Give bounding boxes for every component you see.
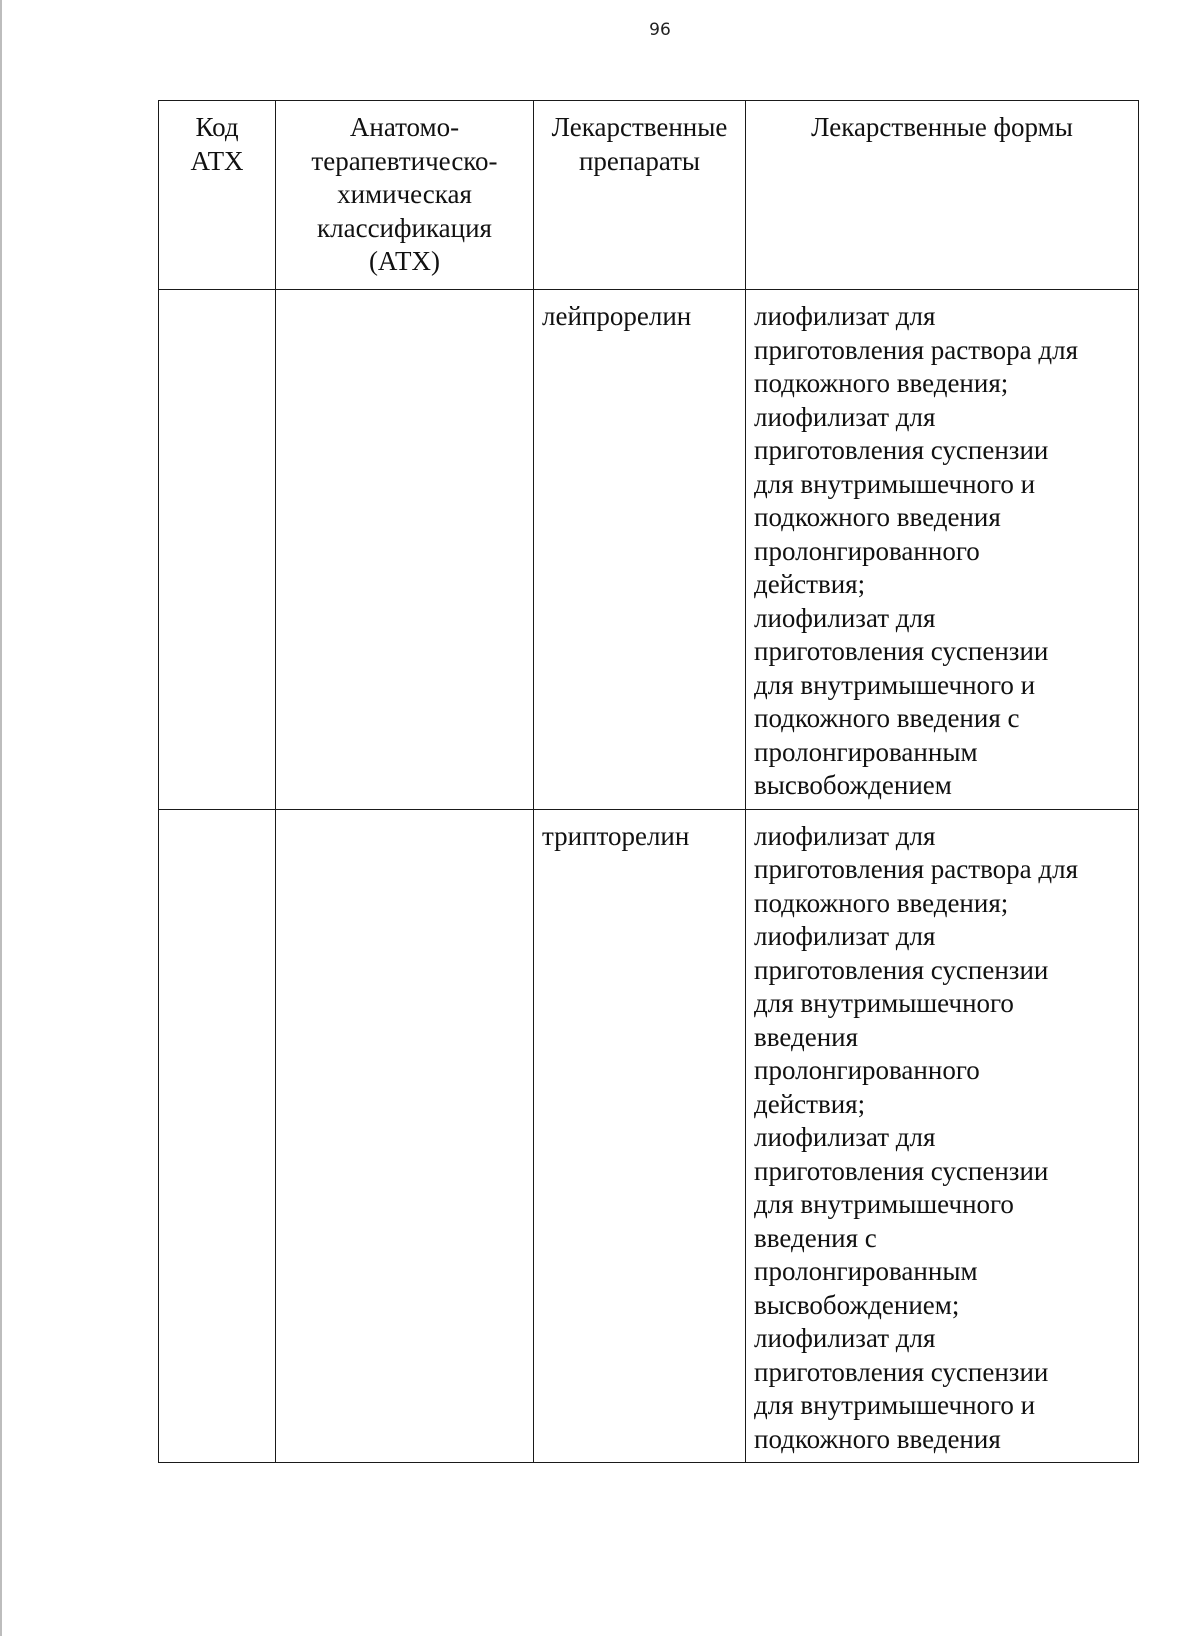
cell-drug-name: лейпрорелин	[534, 290, 746, 810]
page-number: 96	[649, 20, 671, 40]
drug-table	[158, 100, 1139, 1463]
table-row	[159, 290, 1139, 810]
header-dosage-forms: Лекарственные формы	[746, 101, 1139, 290]
table-header-row	[159, 101, 1139, 290]
cell-dosage-forms: лиофилизат для приготовления раствора для подкожного введения; лиофилизат для приготовления суспензии для внутримышечного и подкожного введения пролонгированного действия; лиофилизат для приготовления суспензии для внутримышечного и подкожного введения с пролонгированным высвобождением	[746, 290, 1139, 810]
cell-atc-code	[159, 290, 276, 810]
header-atc-code: Код АТХ	[159, 101, 276, 290]
scan-left-edge	[0, 0, 2, 1636]
cell-drug-name: трипторелин	[534, 809, 746, 1463]
cell-dosage-forms: лиофилизат для приготовления раствора для подкожного введения; лиофилизат для приготовления суспензии для внутримышечного введения пролонгированного действия; лиофилизат для приготовления суспензии для внутримышечного введения с пролонгированным высвобождением; лиофилизат для приготовления суспензии для внутримышечного и подкожного введения	[746, 809, 1139, 1463]
header-atc-classification: Анатомо- терапевтическо- химическая классификация (АТХ)	[276, 101, 534, 290]
table-row	[159, 809, 1139, 1463]
cell-classification	[276, 290, 534, 810]
cell-classification	[276, 809, 534, 1463]
cell-atc-code	[159, 809, 276, 1463]
header-drugs: Лекарственные препараты	[534, 101, 746, 290]
